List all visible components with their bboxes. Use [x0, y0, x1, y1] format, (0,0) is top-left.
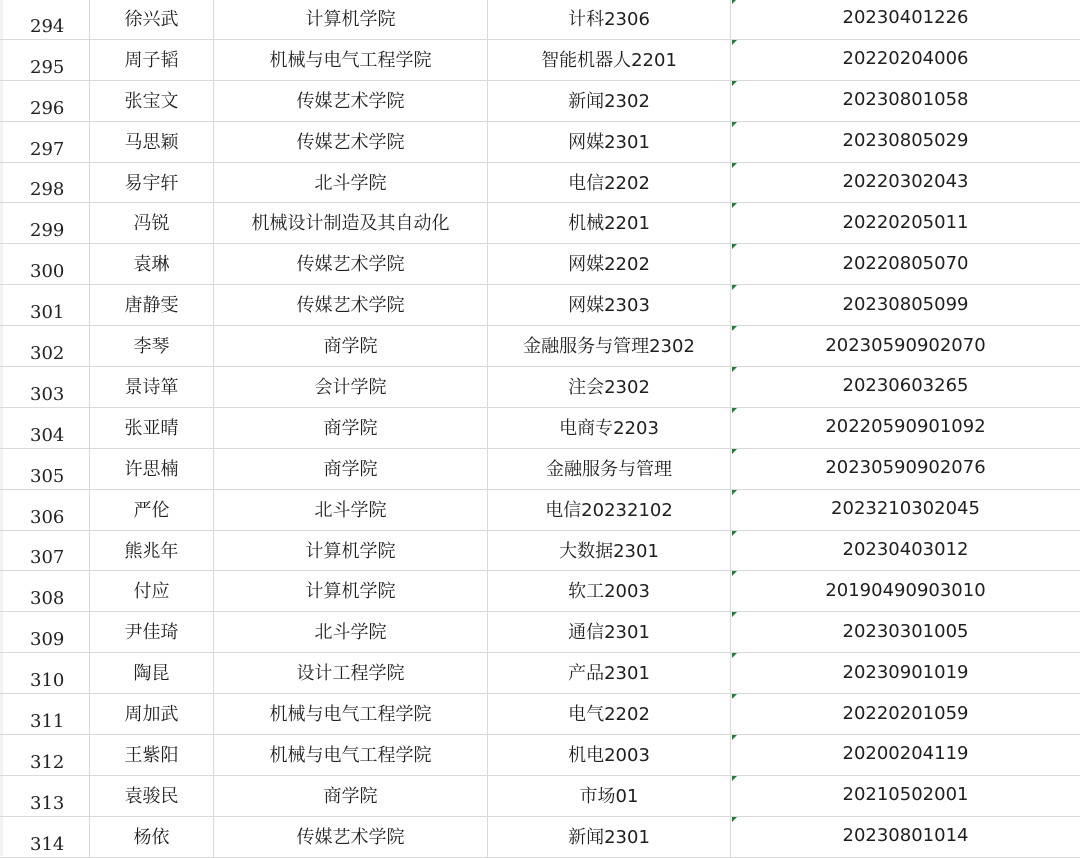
college-name: 计算机学院 — [305, 540, 396, 562]
college-name: 商学院 — [323, 458, 378, 480]
class-name: 新闻2302 — [568, 90, 650, 112]
student-name: 袁骏民 — [124, 785, 179, 807]
college-name: 传媒艺术学院 — [296, 295, 405, 317]
row-number-cell[interactable] — [0, 81, 90, 121]
student-id-cell[interactable] — [731, 694, 1080, 734]
college-cell[interactable] — [214, 571, 488, 611]
row-number-cell[interactable] — [0, 531, 90, 571]
row-number-cell[interactable] — [0, 449, 90, 489]
text-number-marker-icon — [732, 0, 737, 4]
table-row — [0, 571, 1080, 612]
student-name: 尹佳琦 — [124, 622, 179, 644]
row-number-cell[interactable] — [0, 612, 90, 652]
text-number-marker-icon — [732, 449, 737, 454]
student-name: 许思楠 — [124, 458, 179, 480]
class-name: 计科2306 — [568, 8, 650, 30]
row-number-cell[interactable] — [0, 163, 90, 203]
text-number-marker-icon — [732, 612, 737, 617]
text-number-marker-icon — [732, 694, 737, 699]
student-id: 20210502001 — [842, 784, 969, 806]
row-number: 311 — [30, 711, 65, 733]
row-number-cell[interactable] — [0, 40, 90, 80]
row-number: 302 — [30, 343, 65, 365]
table-row — [0, 0, 1080, 40]
class-cell[interactable] — [488, 40, 731, 80]
name-cell[interactable] — [90, 571, 214, 611]
student-id-cell[interactable] — [731, 40, 1080, 80]
text-number-marker-icon — [732, 817, 737, 822]
student-name: 杨依 — [133, 826, 170, 848]
college-name: 机械与电气工程学院 — [269, 49, 432, 71]
text-number-marker-icon — [732, 735, 737, 740]
table-row — [0, 367, 1080, 408]
college-cell[interactable] — [214, 694, 488, 734]
student-id: 2023210302045 — [831, 498, 980, 520]
student-id: 20190490903010 — [825, 579, 986, 601]
name-cell[interactable] — [90, 81, 214, 121]
student-id-cell[interactable] — [731, 408, 1080, 448]
name-cell[interactable] — [90, 694, 214, 734]
row-number: 300 — [30, 261, 65, 283]
college-cell[interactable] — [214, 163, 488, 203]
text-number-marker-icon — [732, 285, 737, 290]
row-number-cell[interactable] — [0, 203, 90, 243]
row-number-cell[interactable] — [0, 367, 90, 407]
class-name: 智能机器人2201 — [541, 49, 677, 71]
table-row — [0, 449, 1080, 490]
student-id: 20230590902076 — [825, 457, 986, 479]
row-number-cell[interactable] — [0, 122, 90, 162]
class-name: 网媒2303 — [568, 295, 650, 317]
table-row — [0, 122, 1080, 163]
table-row — [0, 612, 1080, 653]
class-name: 电商专2203 — [559, 417, 659, 439]
text-number-marker-icon — [732, 408, 737, 413]
text-number-marker-icon — [732, 163, 737, 168]
student-name: 马思颖 — [124, 131, 179, 153]
student-id: 20230901019 — [842, 661, 969, 683]
name-cell[interactable] — [90, 490, 214, 530]
class-cell[interactable] — [488, 244, 731, 284]
row-number-cell[interactable] — [0, 653, 90, 693]
table-row — [0, 203, 1080, 244]
text-number-marker-icon — [732, 367, 737, 372]
class-cell[interactable] — [488, 367, 731, 407]
college-name: 传媒艺术学院 — [296, 254, 405, 276]
college-cell[interactable] — [214, 612, 488, 652]
student-id: 20230805029 — [842, 130, 969, 152]
student-id-cell[interactable] — [731, 571, 1080, 611]
student-id: 20230801058 — [842, 89, 969, 111]
college-name: 传媒艺术学院 — [296, 131, 405, 153]
name-cell[interactable] — [90, 122, 214, 162]
row-number-cell[interactable] — [0, 0, 90, 39]
class-cell[interactable] — [488, 285, 731, 325]
row-number: 308 — [30, 588, 65, 610]
text-number-marker-icon — [732, 776, 737, 781]
class-cell[interactable] — [488, 571, 731, 611]
row-number: 295 — [30, 56, 65, 78]
college-name: 设计工程学院 — [296, 663, 405, 685]
class-cell[interactable] — [488, 81, 731, 121]
student-id-cell[interactable] — [731, 0, 1080, 39]
student-id-cell[interactable] — [731, 285, 1080, 325]
name-cell[interactable] — [90, 612, 214, 652]
class-cell[interactable] — [488, 408, 731, 448]
table-row — [0, 244, 1080, 285]
student-id-cell[interactable] — [731, 612, 1080, 652]
class-name: 电信20232102 — [545, 499, 673, 521]
college-name: 北斗学院 — [314, 622, 387, 644]
student-id-cell[interactable] — [731, 449, 1080, 489]
college-cell[interactable] — [214, 244, 488, 284]
student-name: 徐兴武 — [124, 8, 179, 30]
college-cell[interactable] — [214, 122, 488, 162]
text-number-marker-icon — [732, 203, 737, 208]
student-name: 易宇轩 — [124, 172, 179, 194]
class-name: 大数据2301 — [559, 540, 659, 562]
student-id-cell[interactable] — [731, 653, 1080, 693]
row-number-cell[interactable] — [0, 776, 90, 816]
table-row — [0, 81, 1080, 122]
student-id-cell[interactable] — [731, 163, 1080, 203]
college-name: 机械与电气工程学院 — [269, 704, 432, 726]
row-number-cell[interactable] — [0, 735, 90, 775]
table-row — [0, 326, 1080, 367]
student-id-cell[interactable] — [731, 817, 1080, 857]
class-name: 电信2202 — [568, 172, 650, 194]
college-cell[interactable] — [214, 408, 488, 448]
college-cell[interactable] — [214, 531, 488, 571]
class-cell[interactable] — [488, 122, 731, 162]
class-cell[interactable] — [488, 694, 731, 734]
row-number-cell[interactable] — [0, 490, 90, 530]
class-cell[interactable] — [488, 163, 731, 203]
student-name: 张亚晴 — [124, 417, 179, 439]
student-name: 付应 — [133, 581, 170, 603]
college-name: 传媒艺术学院 — [296, 90, 405, 112]
class-name: 金融服务与管理2302 — [523, 336, 695, 358]
class-name: 网媒2202 — [568, 254, 650, 276]
college-cell[interactable] — [214, 326, 488, 366]
college-name: 商学院 — [323, 336, 378, 358]
student-id: 20230590902070 — [825, 334, 986, 356]
student-id-cell[interactable] — [731, 531, 1080, 571]
student-id: 20230805099 — [842, 293, 969, 315]
text-number-marker-icon — [732, 81, 737, 86]
row-number: 314 — [30, 833, 65, 855]
student-id-cell[interactable] — [731, 122, 1080, 162]
name-cell[interactable] — [90, 449, 214, 489]
row-number: 304 — [30, 424, 65, 446]
row-number-cell[interactable] — [0, 571, 90, 611]
student-name: 张宝文 — [124, 90, 179, 112]
text-number-marker-icon — [732, 653, 737, 658]
class-name: 金融服务与管理 — [546, 458, 672, 480]
name-cell[interactable] — [90, 367, 214, 407]
class-cell[interactable] — [488, 0, 731, 39]
student-id-cell[interactable] — [731, 776, 1080, 816]
student-id: 20230401226 — [842, 7, 969, 29]
name-cell[interactable] — [90, 776, 214, 816]
row-number: 312 — [30, 751, 65, 773]
row-number-cell[interactable] — [0, 326, 90, 366]
college-cell[interactable] — [214, 81, 488, 121]
student-id: 20220205011 — [842, 211, 969, 233]
row-number: 313 — [30, 792, 65, 814]
class-name: 市场01 — [579, 785, 639, 807]
college-cell[interactable] — [214, 367, 488, 407]
class-cell[interactable] — [488, 817, 731, 857]
name-cell[interactable] — [90, 203, 214, 243]
college-cell[interactable] — [214, 40, 488, 80]
class-cell[interactable] — [488, 490, 731, 530]
row-number: 303 — [30, 383, 65, 405]
student-name: 袁琳 — [133, 254, 170, 276]
college-cell[interactable] — [214, 490, 488, 530]
table-row — [0, 531, 1080, 572]
row-number: 297 — [30, 138, 65, 160]
name-cell[interactable] — [90, 163, 214, 203]
row-number-cell[interactable] — [0, 694, 90, 734]
student-id: 20230801014 — [842, 825, 969, 847]
student-name: 熊兆年 — [124, 540, 179, 562]
student-id: 20220204006 — [842, 48, 969, 70]
name-cell[interactable] — [90, 285, 214, 325]
student-name: 李琴 — [133, 336, 170, 358]
student-name: 周子韬 — [124, 49, 179, 71]
college-cell[interactable] — [214, 817, 488, 857]
class-cell[interactable] — [488, 449, 731, 489]
class-name: 软工2003 — [568, 581, 650, 603]
row-number: 305 — [30, 465, 65, 487]
student-id-cell[interactable] — [731, 203, 1080, 243]
row-number: 309 — [30, 629, 65, 651]
student-id-cell[interactable] — [731, 490, 1080, 530]
college-cell[interactable] — [214, 653, 488, 693]
text-number-marker-icon — [732, 122, 737, 127]
college-cell[interactable] — [214, 0, 488, 39]
name-cell[interactable] — [90, 653, 214, 693]
student-id: 20220805070 — [842, 252, 969, 274]
class-cell[interactable] — [488, 653, 731, 693]
table-row — [0, 653, 1080, 694]
college-cell[interactable] — [214, 776, 488, 816]
student-name: 王紫阳 — [124, 744, 179, 766]
college-cell[interactable] — [214, 285, 488, 325]
table-row — [0, 163, 1080, 204]
college-name: 计算机学院 — [305, 581, 396, 603]
student-name: 严伦 — [133, 499, 170, 521]
row-number-cell[interactable] — [0, 244, 90, 284]
name-cell[interactable] — [90, 408, 214, 448]
text-number-marker-icon — [732, 571, 737, 576]
college-name: 机械设计制造及其自动化 — [251, 213, 450, 235]
college-name: 北斗学院 — [314, 172, 387, 194]
college-cell[interactable] — [214, 203, 488, 243]
table-row — [0, 40, 1080, 81]
student-name: 陶昆 — [133, 663, 170, 685]
text-number-marker-icon — [732, 531, 737, 536]
college-name: 商学院 — [323, 417, 378, 439]
class-name: 产品2301 — [568, 663, 650, 685]
name-cell[interactable] — [90, 817, 214, 857]
name-cell[interactable] — [90, 326, 214, 366]
name-cell[interactable] — [90, 40, 214, 80]
student-id: 20230403012 — [842, 539, 969, 561]
name-cell[interactable] — [90, 531, 214, 571]
college-name: 会计学院 — [314, 376, 387, 398]
row-number: 301 — [30, 302, 65, 324]
class-name: 机械2201 — [568, 213, 650, 235]
student-id: 20220590901092 — [825, 416, 986, 438]
table-row — [0, 285, 1080, 326]
student-id-cell[interactable] — [731, 81, 1080, 121]
row-number: 296 — [30, 97, 65, 119]
student-id: 20220302043 — [842, 171, 969, 192]
text-number-marker-icon — [732, 326, 737, 331]
name-cell[interactable] — [90, 735, 214, 775]
college-name: 商学院 — [323, 785, 378, 807]
student-id-cell[interactable] — [731, 367, 1080, 407]
class-cell[interactable] — [488, 203, 731, 243]
table-row — [0, 817, 1080, 858]
college-cell[interactable] — [214, 735, 488, 775]
student-id-cell[interactable] — [731, 735, 1080, 775]
class-name: 机电2003 — [568, 744, 650, 766]
college-name: 计算机学院 — [305, 8, 396, 30]
row-number-cell[interactable] — [0, 817, 90, 857]
class-cell[interactable] — [488, 326, 731, 366]
table-row — [0, 490, 1080, 531]
college-cell[interactable] — [214, 449, 488, 489]
row-number: 298 — [30, 179, 65, 201]
class-name: 注会2302 — [568, 376, 650, 398]
student-id: 20220201059 — [842, 702, 969, 724]
class-cell[interactable] — [488, 531, 731, 571]
text-number-marker-icon — [732, 490, 737, 495]
college-name: 机械与电气工程学院 — [269, 744, 432, 766]
class-name: 新闻2301 — [568, 826, 650, 848]
table-row — [0, 694, 1080, 735]
table-row — [0, 408, 1080, 449]
student-name: 唐静雯 — [124, 295, 179, 317]
name-cell[interactable] — [90, 0, 214, 39]
student-name: 周加武 — [124, 704, 179, 726]
row-number: 299 — [30, 220, 65, 242]
class-cell[interactable] — [488, 776, 731, 816]
row-number: 310 — [30, 670, 65, 692]
table-row — [0, 735, 1080, 776]
row-number: 306 — [30, 506, 65, 528]
row-number: 307 — [30, 547, 65, 569]
class-cell[interactable] — [488, 735, 731, 775]
name-cell[interactable] — [90, 244, 214, 284]
class-name: 网媒2301 — [568, 131, 650, 153]
student-id-cell[interactable] — [731, 326, 1080, 366]
student-id: 20200204119 — [842, 743, 969, 765]
class-name: 通信2301 — [568, 622, 650, 644]
student-id-cell[interactable] — [731, 244, 1080, 284]
row-number: 294 — [30, 15, 65, 37]
college-name: 传媒艺术学院 — [296, 826, 405, 848]
text-number-marker-icon — [732, 40, 737, 45]
student-id: 20230603265 — [842, 375, 969, 397]
student-name: 冯锐 — [133, 213, 170, 235]
student-id: 20230301005 — [842, 620, 969, 642]
college-name: 北斗学院 — [314, 499, 387, 521]
row-number-cell[interactable] — [0, 408, 90, 448]
text-number-marker-icon — [732, 244, 737, 249]
class-cell[interactable] — [488, 612, 731, 652]
student-name: 景诗箪 — [124, 376, 179, 398]
class-name: 电气2202 — [568, 704, 650, 726]
row-number-cell[interactable] — [0, 285, 90, 325]
table-row — [0, 776, 1080, 817]
